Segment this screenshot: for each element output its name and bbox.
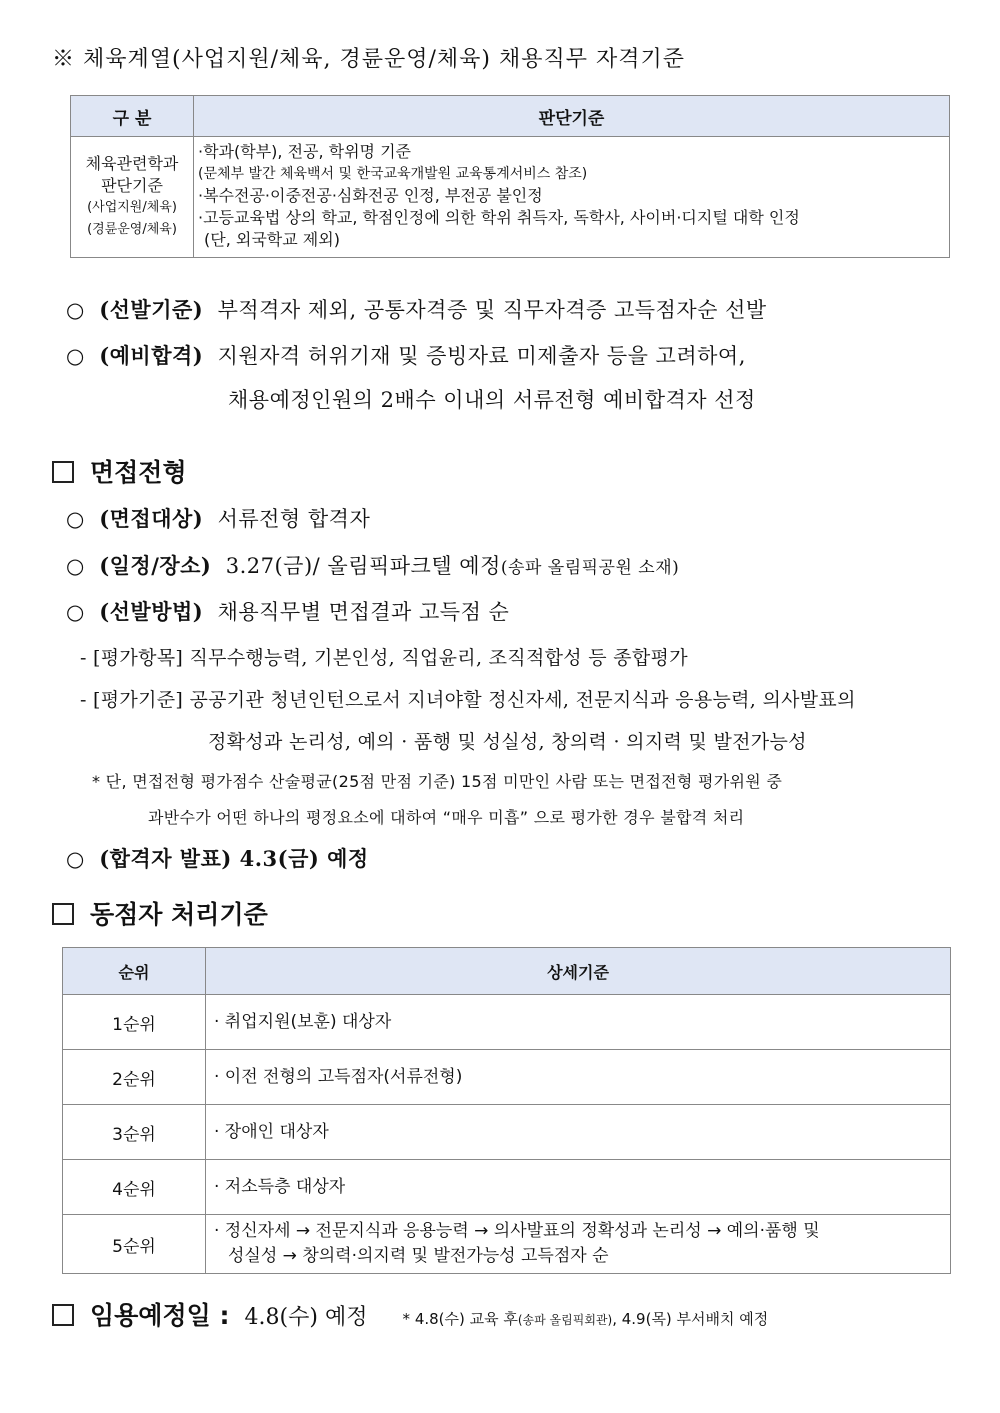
- circle-bullet-icon: ○: [66, 554, 85, 578]
- interview-section-title: [52, 453, 187, 489]
- rank-cell: 1순위: [63, 995, 206, 1050]
- checkbox-square-icon: [52, 461, 74, 483]
- table-row: [63, 995, 951, 1050]
- bullet-text: (합격자 발표) 4.3(금) 예정: [99, 846, 369, 871]
- tie-section-title: [52, 895, 268, 931]
- circle-bullet-icon: ○: [66, 507, 85, 531]
- rank-cell: 4순위: [63, 1160, 206, 1215]
- detail-cell: · 장애인 대상자: [206, 1105, 951, 1160]
- bullet-text: 채용직무별 면접결과 고득점 순: [217, 600, 510, 624]
- bullet-text: 3.27(금)/ 올림픽파크텔 예정: [225, 554, 501, 578]
- detail-line: · 정신자세 → 전문지식과 응용능력 → 의사발표의 정확성과 논리성 → 예의·품행 및: [214, 1221, 820, 1241]
- interview-target-line: [66, 503, 370, 533]
- rank-cell: 3순위: [63, 1105, 206, 1160]
- criteria-line: ·학과(학부), 전공, 학위명 기준: [198, 142, 412, 161]
- evaluation-items-line: - [평가항목] 직무수행능력, 기본인성, 직업윤리, 조직적합성 등 종합평가: [80, 647, 688, 669]
- checkbox-square-icon: [52, 1304, 74, 1326]
- table-row: [63, 1050, 951, 1105]
- bullet-label: (면접대상): [99, 506, 204, 531]
- circle-bullet-icon: ○: [66, 847, 85, 871]
- criteria-header-criteria: 판단기준: [194, 96, 950, 137]
- interview-method-line: [66, 596, 509, 626]
- disqualification-note-continued: 과반수가 어떤 하나의 평정요소에 대하여 “매우 미흡” 으로 평가한 경우 불합격 처리: [148, 808, 745, 827]
- preliminary-pass-line: [66, 340, 746, 370]
- rank-cell: 2순위: [63, 1050, 206, 1105]
- criteria-detail-cell: [194, 137, 950, 258]
- rank-cell: 5순위: [63, 1215, 206, 1274]
- detail-cell: · 저소득층 대상자: [206, 1160, 951, 1215]
- tie-header-detail: 상세기준: [206, 948, 951, 995]
- tie-title-text: 동점자 처리기준: [90, 900, 268, 929]
- checkbox-square-icon: [52, 903, 74, 925]
- selection-criteria-line: [66, 294, 767, 324]
- interview-schedule-line: [66, 550, 679, 580]
- criteria-line: ·고등교육법 상의 학교, 학점인정에 의한 학위 취득자, 독학사, 사이버·디지털 대학 인정: [198, 208, 800, 227]
- preliminary-pass-continued: 채용예정인원의 2배수 이내의 서류전형 예비합격자 선정: [228, 388, 756, 412]
- circle-bullet-icon: ○: [66, 344, 85, 368]
- circle-bullet-icon: ○: [66, 600, 85, 624]
- criteria-category-cell: [71, 137, 194, 258]
- bullet-label: (선발기준): [99, 297, 204, 322]
- appointment-note: * 4.8(수) 교육 후(송파 올림픽회관), 4.9(목) 부서배치 예정: [402, 1310, 769, 1328]
- interview-title-text: 면접전형: [90, 458, 187, 487]
- bullet-label: (선발방법): [99, 599, 204, 624]
- evaluation-criteria-continued: 정확성과 논리성, 예의 · 품행 및 성실성, 창의력 · 의지력 및 발전가능성: [208, 731, 807, 753]
- detail-line: 성실성 → 창의력·의지력 및 발전가능성 고득점자 순: [228, 1246, 609, 1266]
- bullet-label: (예비합격): [99, 343, 204, 368]
- location-note: (송파 올림픽공원 소재): [500, 558, 680, 578]
- disqualification-note: * 단, 면접전형 평가점수 산술평균(25점 만점 기준) 15점 미만인 사람 또는 면접전형 평가위원 중: [92, 772, 783, 791]
- circle-bullet-icon: ○: [66, 298, 85, 322]
- appointment-line: [52, 1296, 768, 1332]
- criteria-header-category: 구 분: [71, 96, 194, 137]
- result-announcement-line: [66, 843, 369, 873]
- category-line: 판단기준: [101, 176, 163, 195]
- evaluation-criteria-line: - [평가기준] 공공기관 청년인턴으로서 지녀야할 정신자세, 전문지식과 응용능력, 의사발표의: [80, 689, 856, 711]
- detail-cell: · 취업지원(보훈) 대상자: [206, 995, 951, 1050]
- appointment-title: 임용예정일 :: [90, 1301, 230, 1330]
- bullet-text: 부적격자 제외, 공통자격증 및 직무자격증 고득점자순 선발: [217, 298, 767, 322]
- criteria-table: [70, 95, 950, 258]
- bullet-text: 서류전형 합격자: [217, 507, 371, 531]
- appointment-date: 4.8(수) 예정: [244, 1305, 368, 1330]
- detail-cell: · 이전 전형의 고득점자(서류전형): [206, 1050, 951, 1105]
- bullet-label: (일정/장소): [99, 553, 212, 578]
- criteria-line: (문체부 발간 체육백서 및 한국교육개발원 교육통계서비스 참조): [198, 166, 588, 182]
- criteria-line: (단, 외국학교 제외): [204, 230, 340, 249]
- table-row: [63, 1105, 951, 1160]
- bullet-text: 지원자격 허위기재 및 증빙자료 미제출자 등을 고려하여,: [217, 344, 746, 368]
- table-row: [63, 1215, 951, 1274]
- criteria-line: ·복수전공·이중전공·심화전공 인정, 부전공 불인정: [198, 186, 543, 205]
- tie-break-table: [62, 947, 951, 1274]
- detail-cell: [206, 1215, 951, 1274]
- category-line: (경륜운영/체육): [87, 222, 177, 237]
- tie-header-rank: 순위: [63, 948, 206, 995]
- table-row: [63, 1160, 951, 1215]
- top-heading: ※ 체육계열(사업지원/체육, 경륜운영/체육) 채용직무 자격기준: [52, 47, 686, 72]
- category-line: (사업지원/체육): [87, 200, 177, 215]
- category-line: 체육관련학과: [85, 154, 179, 173]
